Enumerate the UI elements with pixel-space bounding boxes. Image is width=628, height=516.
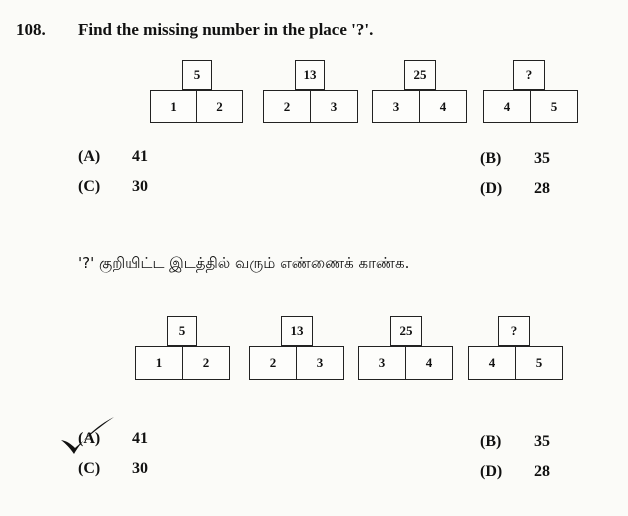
option-label: (A) (78, 148, 101, 165)
figure-right-cell: 3 (296, 346, 344, 380)
figure-top-cell: 25 (404, 60, 436, 90)
check-mark-icon (58, 414, 118, 458)
option-label: (C) (78, 178, 101, 195)
figure-right-cell: 4 (419, 90, 467, 123)
option-value: 28 (534, 463, 550, 480)
question-text-tamil: '?' குறியிட்ட இடத்தில் வரும் எண்ணைக் காண்க. (78, 254, 410, 272)
figure-left-cell: 1 (135, 346, 183, 380)
figure-top-cell: 25 (390, 316, 422, 346)
option-label: (B) (480, 433, 502, 450)
figure-right-cell: 2 (196, 90, 243, 123)
option-b-ta (480, 433, 550, 451)
figure-left-cell: 3 (372, 90, 420, 123)
question-number: 108. (16, 20, 46, 39)
option-c-ta (78, 460, 148, 478)
figure-right-cell: 5 (530, 90, 578, 123)
option-label: (B) (480, 150, 502, 167)
figure-right-cell: 4 (405, 346, 453, 380)
option-value: 41 (132, 430, 148, 447)
option-value: 28 (534, 180, 550, 197)
figure-left-cell: 2 (249, 346, 297, 380)
option-label: (D) (480, 463, 503, 480)
option-value: 41 (132, 148, 148, 165)
figure-right-cell: 5 (515, 346, 563, 380)
figure-top-cell: 5 (182, 60, 212, 90)
figure-top-cell: ? (513, 60, 545, 90)
option-value: 30 (132, 178, 148, 195)
option-value: 35 (534, 150, 550, 167)
figure-left-cell: 4 (483, 90, 531, 123)
option-value: 35 (534, 433, 550, 450)
option-label: (C) (78, 460, 101, 477)
option-value: 30 (132, 460, 148, 477)
option-c-en (78, 178, 148, 196)
option-d-en (480, 180, 550, 198)
figure-left-cell: 4 (468, 346, 516, 380)
option-d-ta (480, 463, 550, 481)
figure-top-cell: 5 (167, 316, 197, 346)
option-label: (D) (480, 180, 503, 197)
figure-left-cell: 1 (150, 90, 197, 123)
figure-top-cell: ? (498, 316, 530, 346)
figure-top-cell: 13 (281, 316, 313, 346)
option-a-en (78, 148, 148, 166)
question-text: Find the missing number in the place '?'. (78, 20, 374, 39)
option-label: (A) (78, 430, 101, 447)
option-b-en (480, 150, 550, 168)
figure-left-cell: 2 (263, 90, 311, 123)
figure-left-cell: 3 (358, 346, 406, 380)
figure-top-cell: 13 (295, 60, 325, 90)
figure-right-cell: 2 (182, 346, 230, 380)
figure-right-cell: 3 (310, 90, 358, 123)
